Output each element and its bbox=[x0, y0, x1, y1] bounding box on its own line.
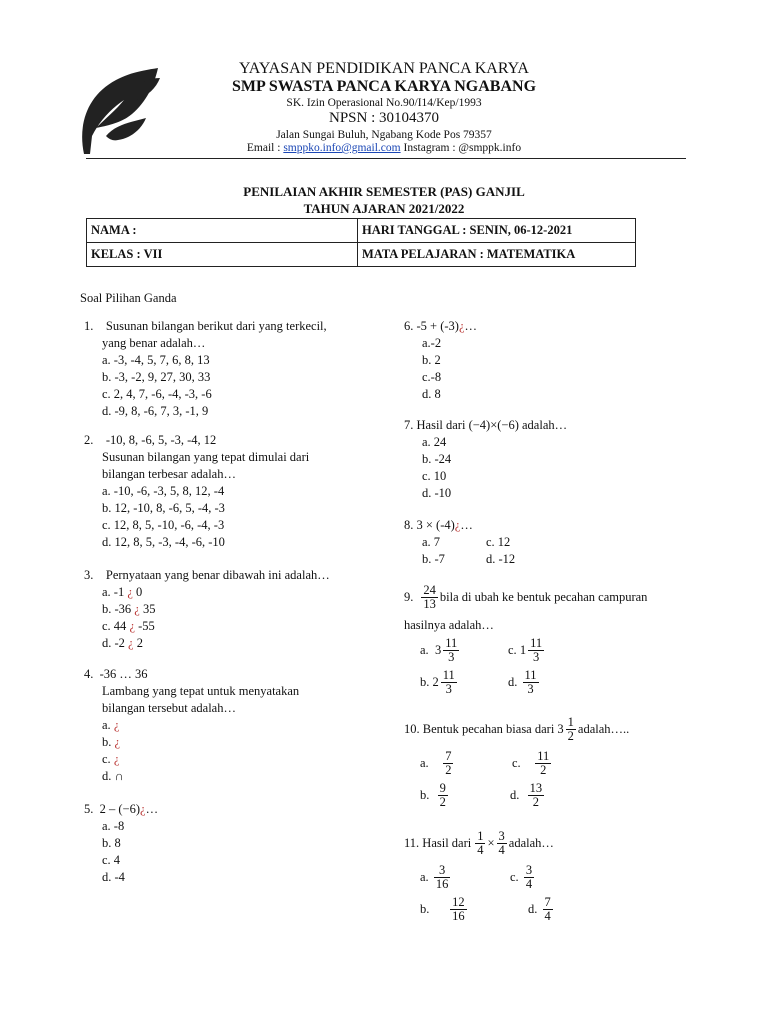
option-c[interactable]: c. 4 bbox=[102, 853, 121, 867]
question-9: 9. $\frac{24}{13}$ bila di ubah ke bentuk pecahan campuran hasilnya adalah… a. 3 $\frac{11}{3}$ c. 1 $\frac{11}{3}$ b. 2 $\frac{11}{3}$ d. $\frac{11}{3}$ bbox=[404, 583, 648, 696]
option-d[interactable]: d. $\frac{11}{3}$ bbox=[508, 667, 537, 696]
foundation-name: YAYASAN PENDIDIKAN PANCA KARYA bbox=[239, 60, 529, 77]
option-a[interactable]: a. -3, -4, 5, 7, 6, 8, 13 bbox=[102, 353, 210, 367]
option-b[interactable]: b. 2 $\frac{11}{3}$ bbox=[420, 667, 455, 696]
option-a[interactable]: a. ¿ bbox=[102, 718, 120, 732]
option-d[interactable]: d. -9, 8, -6, 7, 3, -1, 9 bbox=[102, 404, 209, 418]
exam-title: PENILAIAN AKHIR SEMESTER (PAS) GANJIL bbox=[243, 184, 525, 199]
option-b[interactable]: b. 2 bbox=[422, 353, 441, 367]
option-b[interactable]: b. $\frac{12}{16}$ bbox=[420, 894, 465, 923]
option-c[interactable]: c. 12 bbox=[486, 535, 511, 549]
option-d[interactable]: d. -10 bbox=[422, 486, 452, 500]
q-number: 2. bbox=[84, 433, 94, 447]
header-divider bbox=[86, 158, 686, 159]
address: Jalan Sungai Buluh, Ngabang Kode Pos 79357 bbox=[276, 129, 492, 141]
mata-pelajaran-cell: MATA PELAJARAN : MATEMATIKA bbox=[358, 243, 636, 267]
option-d[interactable]: d. -2 ¿ 2 bbox=[102, 636, 143, 650]
option-c[interactable]: c. ¿ bbox=[102, 752, 120, 766]
option-d[interactable]: d. -12 bbox=[486, 552, 516, 566]
q-text: Susunan bilangan yang tepat dimulai dari bbox=[102, 450, 310, 464]
option-b[interactable]: b. -36 ¿ 35 bbox=[102, 602, 156, 616]
instagram: Instagram : @smppk.info bbox=[400, 142, 522, 154]
option-c[interactable]: c. $\frac{11}{2}$ bbox=[512, 748, 550, 777]
nama-cell[interactable]: NAMA : bbox=[87, 219, 358, 243]
q-text: -36 … 36 bbox=[99, 667, 148, 681]
kelas-cell: KELAS : VII bbox=[87, 243, 358, 267]
question-1 bbox=[84, 318, 327, 420]
option-b[interactable]: b. 12, -10, 8, -6, 5, -4, -3 bbox=[102, 501, 225, 515]
exam-year: TAHUN AJARAN 2021/2022 bbox=[303, 201, 465, 216]
q-number: 5. bbox=[84, 802, 94, 816]
question-4 bbox=[84, 666, 299, 785]
q-text: Pernyataan yang benar dibawah ini adalah… bbox=[105, 568, 330, 582]
option-c[interactable]: c. 12, 8, 5, -10, -6, -4, -3 bbox=[102, 518, 225, 532]
q-text: yang benar adalah… bbox=[102, 336, 206, 350]
option-b[interactable]: b. ¿ bbox=[102, 735, 121, 749]
q-text: Susunan bilangan berikut dari yang terkecil, bbox=[105, 319, 327, 333]
option-a[interactable]: a. $\frac{3}{16}$ bbox=[420, 862, 449, 891]
q-number: 4. bbox=[84, 667, 94, 681]
option-c[interactable]: c. 10 bbox=[422, 469, 447, 483]
question-3 bbox=[84, 567, 330, 652]
question-7: 7. Hasil dari (−4)×(−6) adalah… a. 24 b. -24 c. 10 d. -10 bbox=[404, 418, 568, 500]
question-2 bbox=[84, 432, 309, 551]
q-text: bilangan terbesar adalah… bbox=[102, 467, 236, 481]
option-d[interactable]: d. -4 bbox=[102, 870, 125, 884]
option-d[interactable]: d. 8 bbox=[422, 387, 441, 401]
option-b[interactable]: b. $\frac{9}{2}$ bbox=[420, 780, 446, 809]
q-text: Lambang yang tepat untuk menyatakan bbox=[102, 684, 300, 698]
option-d[interactable]: d. 12, 8, 5, -3, -4, -6, -10 bbox=[102, 535, 225, 549]
email-label: Email : bbox=[246, 142, 284, 154]
q-text: bilangan tersebut adalah… bbox=[102, 701, 236, 715]
license-number: SK. Izin Operasional No.90/I14/Kep/1993 bbox=[286, 97, 482, 109]
q-number: 1. bbox=[84, 319, 94, 333]
option-a[interactable]: a. 3 $\frac{11}{3}$ bbox=[420, 635, 458, 664]
option-a[interactable]: a. 7 bbox=[422, 535, 441, 549]
option-c[interactable]: c. 2, 4, 7, -6, -4, -3, -6 bbox=[102, 387, 212, 401]
option-c[interactable]: c.-8 bbox=[422, 370, 442, 384]
q-text: -10, 8, -6, 5, -3, -4, 12 bbox=[105, 433, 217, 447]
hari-tanggal-cell: HARI TANGGAL : SENIN, 06-12-2021 bbox=[358, 219, 636, 243]
option-b[interactable]: b. -24 bbox=[422, 452, 452, 466]
question-5: 5. 2 – (−6)¿… a. -8 b. 8 c. 4 d. -4 bbox=[84, 802, 159, 884]
contact-line bbox=[0, 142, 768, 154]
option-c[interactable]: c. $\frac{3}{4}$ bbox=[510, 862, 533, 891]
email-link[interactable]: smppko.info@gmail.com bbox=[283, 142, 401, 154]
question-10: 10. Bentuk pecahan biasa dari 3 $\frac{1}{2}$ adalah….. a. $\frac{7}{2}$ c. $\frac{11}{2}$ b. $\frac{9}{2}$ d. $\frac{13}{2}$ bbox=[404, 715, 630, 809]
option-c[interactable]: c. 1 $\frac{11}{3}$ bbox=[508, 635, 543, 664]
option-a[interactable]: a. $\frac{7}{2}$ bbox=[420, 748, 452, 777]
option-d[interactable]: d. ∩ bbox=[102, 769, 124, 783]
student-info-table bbox=[86, 218, 636, 267]
question-11: 11. Hasil dari $\frac{1}{4}$ × $\frac{3}{4}$ adalah… a. $\frac{3}{16}$ c. $\frac{3}{4}$ b. $\frac{12}{16}$ d. $\frac{7}{4}$ bbox=[404, 829, 554, 923]
option-a[interactable]: a.-2 bbox=[422, 336, 442, 350]
option-b[interactable]: b. -3, -2, 9, 27, 30, 33 bbox=[102, 370, 211, 384]
option-a[interactable]: a. -10, -6, -3, 5, 8, 12, -4 bbox=[102, 484, 225, 498]
option-d[interactable]: d. $\frac{13}{2}$ bbox=[510, 780, 543, 809]
option-b[interactable]: b. 8 bbox=[102, 836, 121, 850]
option-a[interactable]: a. -8 bbox=[102, 819, 125, 833]
section-title: Soal Pilihan Ganda bbox=[80, 291, 177, 305]
option-d[interactable]: d. $\frac{7}{4}$ bbox=[528, 894, 551, 923]
question-8: 8. 3 × (-4)¿… a. 7 c. 12 b. -7 d. -12 bbox=[404, 518, 516, 566]
option-c[interactable]: c. 44 ¿ -55 bbox=[102, 619, 155, 633]
option-b[interactable]: b. -7 bbox=[422, 552, 445, 566]
option-a[interactable]: a. -1 ¿ 0 bbox=[102, 585, 143, 599]
npsn: NPSN : 30104370 bbox=[328, 110, 440, 126]
question-6: 6. -5 + (-3)¿… a.-2 b. 2 c.-8 d. 8 bbox=[404, 319, 478, 401]
option-a[interactable]: a. 24 bbox=[422, 435, 447, 449]
school-name: SMP SWASTA PANCA KARYA NGABANG bbox=[231, 78, 537, 95]
q-number: 3. bbox=[84, 568, 94, 582]
